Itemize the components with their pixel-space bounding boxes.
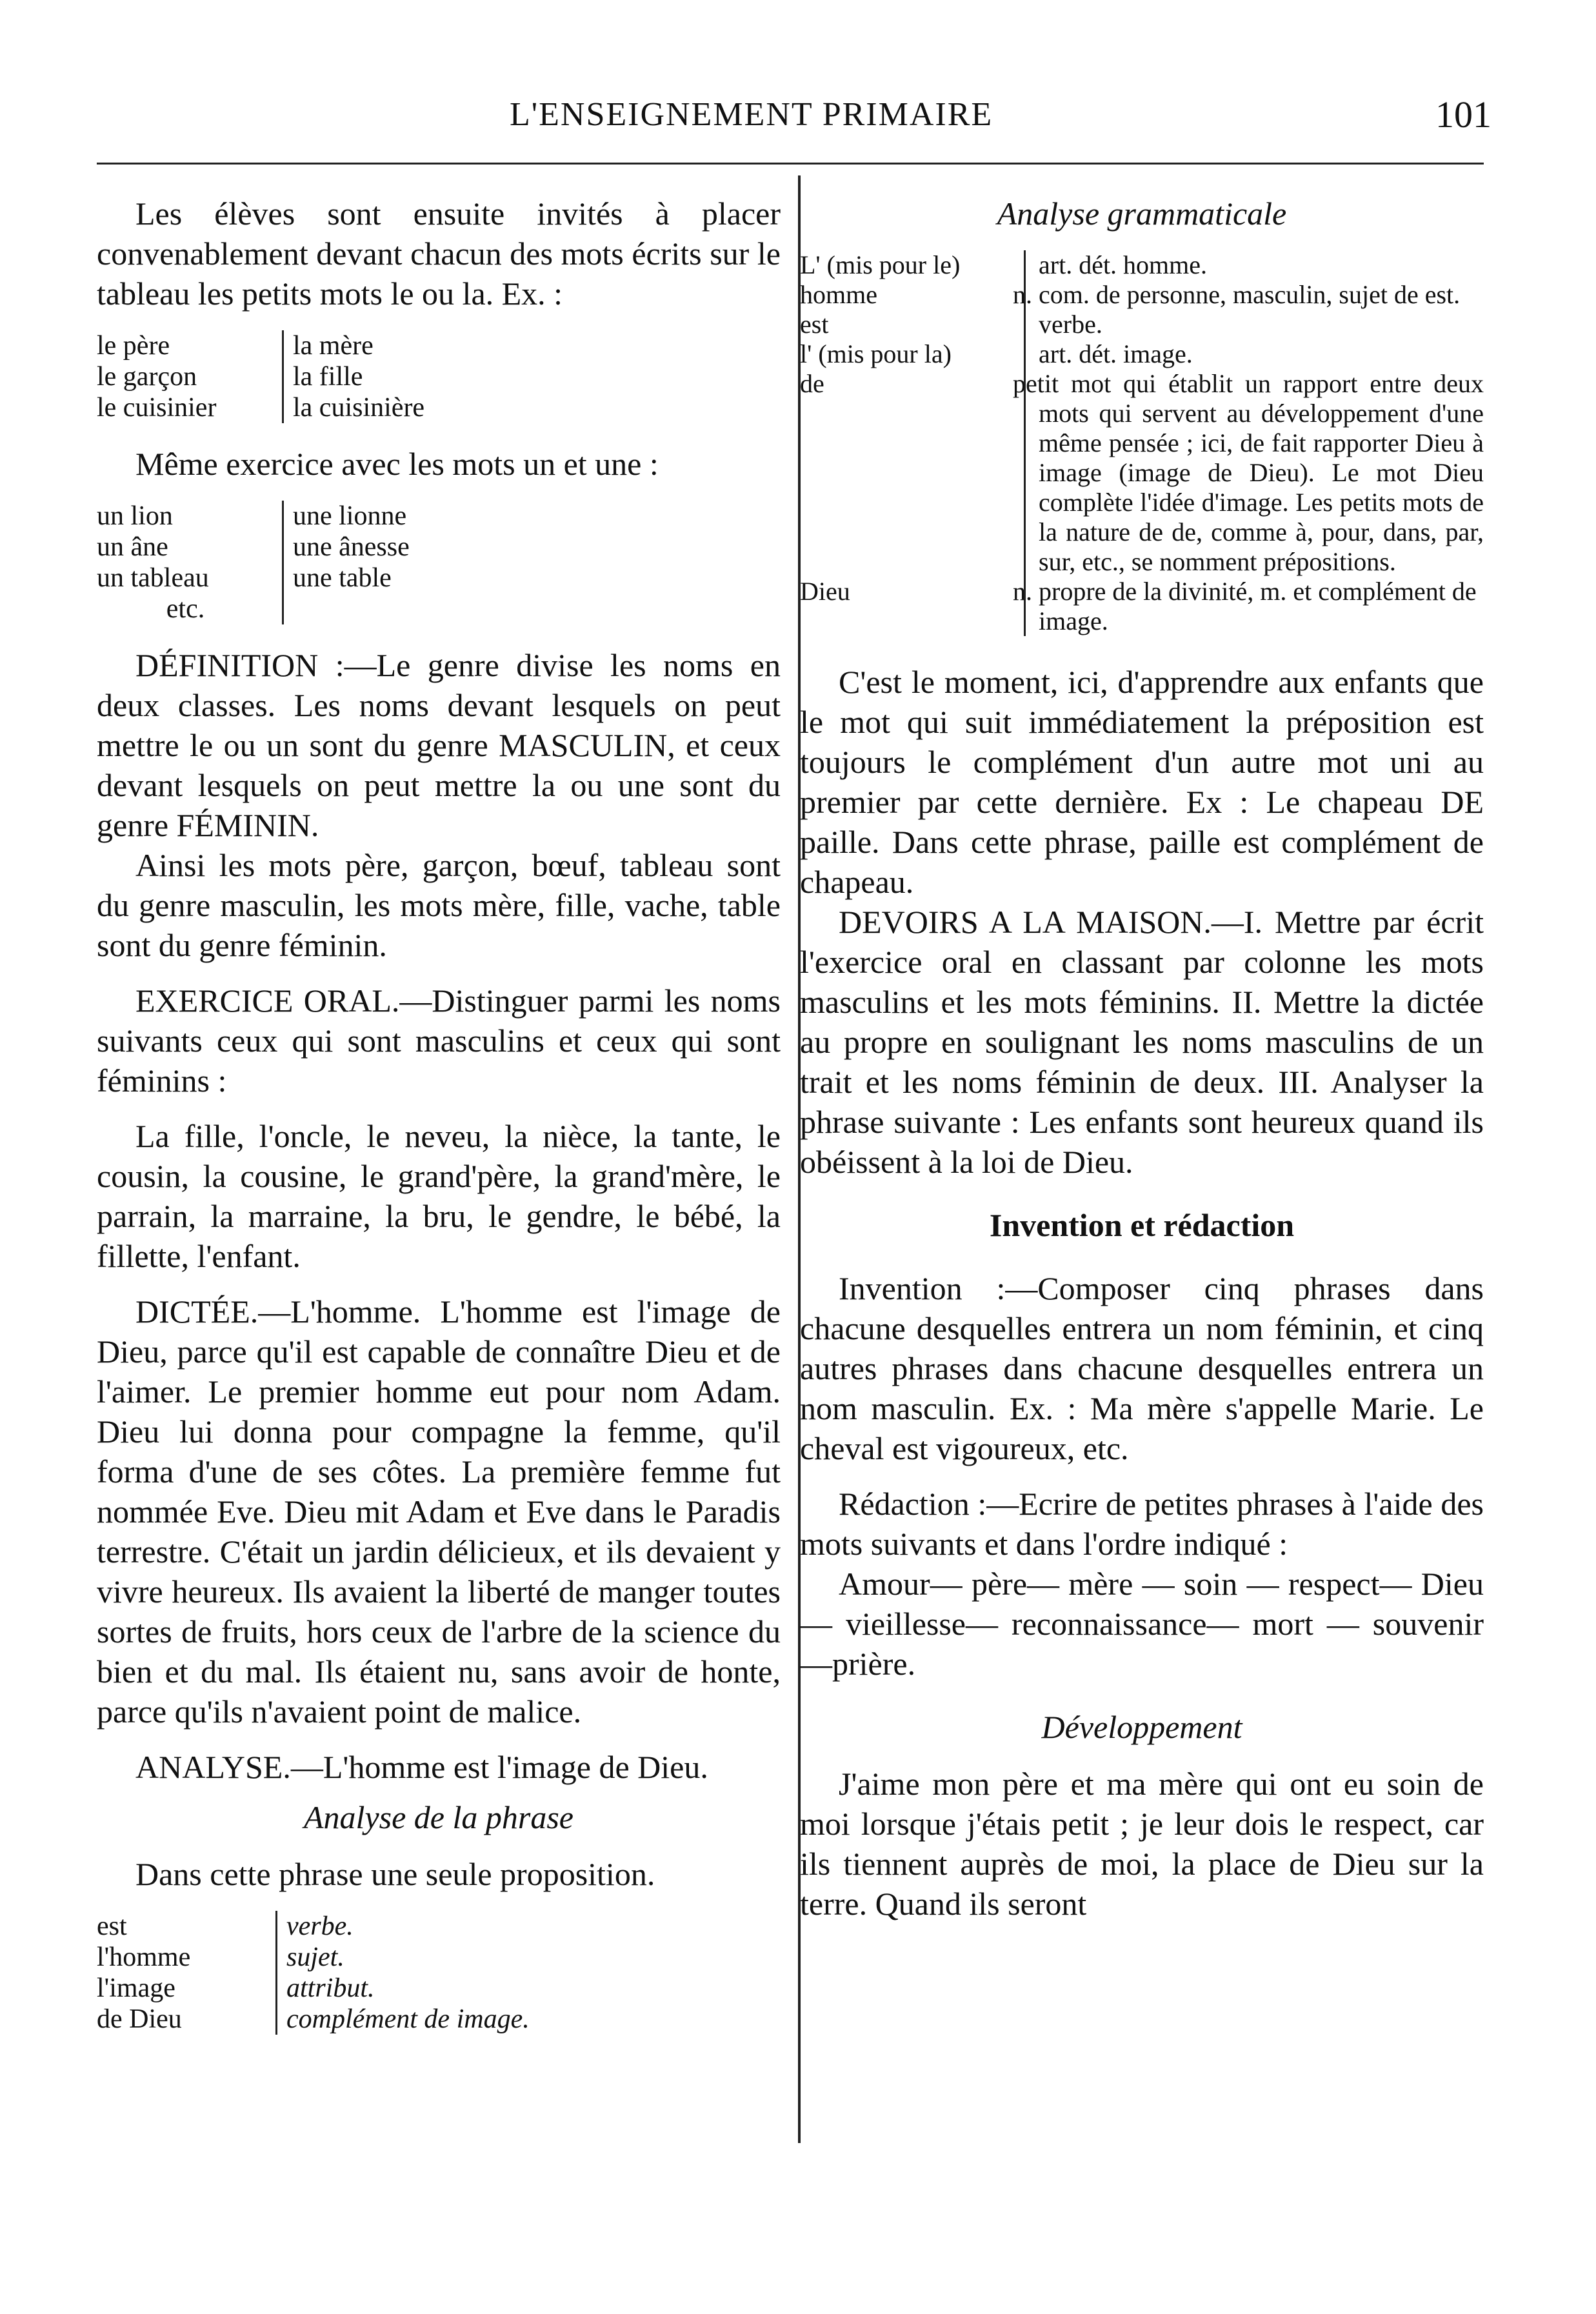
article-list-le-la [97, 330, 781, 423]
exercise-paragraph: Même exercice avec les mots un et une : [135, 446, 659, 482]
list-item: un âne [97, 532, 168, 562]
examples-paragraph: Ainsi les mots père, garçon, bœuf, tableau sont du genre masculin, les mots mère, fille, vache, table sont du genre féminin. [97, 847, 781, 963]
table-cell-word: de [800, 369, 1026, 577]
analysis-paragraph: ANALYSE.—L'homme est l'image de Dieu. [135, 1749, 708, 1785]
list-item: la fille [293, 362, 363, 392]
running-title: L'ENSEIGNEMENT PRIMAIRE [510, 96, 993, 133]
table-cell-description: verbe. [1039, 310, 1102, 339]
table-cell-description: petit mot qui établit un rapport entre deux mots qui servent au développement d'une même pensée ; ici, de fait rapporter Dieu à image (image de Dieu). Le mot Dieu complète l'idée d'image. Les petits mots de la nature de de, comme à, pour, dans, par, sur, etc., se nomment prépositions. [1013, 369, 1484, 576]
page-number: 101 [1435, 94, 1491, 135]
grammar-analysis-table [800, 250, 1484, 636]
list-item: sujet. [286, 1942, 344, 1972]
right-column [800, 194, 1484, 1924]
development-heading: Développement [1041, 1709, 1242, 1745]
list-item: complément de image. [286, 2004, 530, 2034]
analysis-roles [277, 1911, 781, 2035]
homework-paragraph: DEVOIRS A LA MAISON.—I. Mettre par écrit l'exercice oral en classant par colonne les mots masculins et les mots féminins. II. Mettre la dictée au propre en soulignant les noms masculins de un trait et les noms féminin de deux. III. Analyser la phrase suivante : Les enfants sont heureux quand ils obéissent à la loi de Dieu. [800, 904, 1484, 1180]
analysis-words [97, 1911, 277, 2035]
list-item: une ânesse [293, 532, 410, 562]
list-item: le cuisinier [97, 393, 217, 423]
list-item: une table [293, 563, 392, 593]
table-cell-word: est [800, 310, 1026, 339]
redaction-paragraph: Rédaction :—Ecrire de petites phrases à l'aide des mots suivants et dans l'ordre indiqué : [800, 1486, 1484, 1562]
table-cell-description: art. dét. homme. [1039, 250, 1208, 279]
list-item: l'image [97, 1973, 175, 2003]
development-paragraph: J'aime mon père et ma mère qui ont eu soin de moi lorsque j'étais petit ; je leur dois le respect, car ils tiennent auprès de moi, la place de Dieu sur la terre. Quand ils seront [800, 1766, 1484, 1922]
list-item: l'homme [97, 1942, 191, 1972]
list-column-masculine [97, 330, 284, 423]
preposition-paragraph: C'est le moment, ici, d'apprendre aux enfants que le mot qui suit immédiatement la préposition est toujours le complément d'un autre mot uni au premier par cette dernière. Ex : Le chapeau DE paille. Dans cette phrase, paille est complément de chapeau. [800, 664, 1484, 900]
list-item: de Dieu [97, 2004, 182, 2034]
grammar-analysis-heading: Analyse grammaticale [997, 195, 1287, 232]
list-item: est [97, 1911, 127, 1941]
left-column [97, 194, 781, 2055]
dictation-paragraph: DICTÉE.—L'homme. L'homme est l'image de Dieu, parce qu'il est capable de connaître Dieu et de l'aimer. Le premier homme eut pour nom Adam. Dieu lui donna pour compagne la femme, qu'il forma d'une de ses côtes. La première femme fut nommée Eve. Dieu mit Adam et Eve dans le Paradis terrestre. C'était un jardin délicieux, et ils devaient y vivre heureux. Ils avaient la liberté de manger toutes sortes de fruits, hors ceux de l'arbre de la science du bien et du mal. Ils étaient nu, sans avoir de honte, parce qu'ils n'avaient point de malice. [97, 1293, 781, 1730]
invention-heading: Invention et rédaction [989, 1207, 1295, 1243]
list-item: un tableau [97, 563, 209, 593]
list-item: le père [97, 331, 170, 361]
table-cell-description: art. dét. image. [1039, 339, 1193, 368]
list-item: une lionne [293, 501, 407, 531]
header-rule [97, 163, 1484, 165]
table-cell-description: n. propre de la divinité, m. et complément de image. [1013, 577, 1477, 635]
analysis-heading: Analyse de la phrase [304, 1799, 574, 1835]
analysis-text: Dans cette phrase une seule proposition. [135, 1856, 655, 1892]
list-item: la mère [293, 331, 374, 361]
list-column-masculine [97, 501, 284, 624]
phrase-analysis-list [97, 1911, 781, 2035]
list-item: etc. [166, 594, 205, 624]
list-column-feminine [284, 330, 781, 423]
words-paragraph: Amour— père— mère — soin — respect— Dieu— vieillesse— reconnaissance— mort — souvenir—prière. [800, 1566, 1484, 1682]
invention-paragraph: Invention :—Composer cinq phrases dans chacune desquelles entrera un nom féminin, et cinq autres phrases dans chacune desquelles entrera un nom masculin. Ex. : Ma mère s'appelle Marie. Le cheval est vigoureux, etc. [800, 1270, 1484, 1466]
table-cell-word: L' (mis pour le) [800, 250, 1026, 280]
list-item: attribut. [286, 1973, 375, 2003]
list-item: un lion [97, 501, 173, 531]
nouns-list-paragraph: La fille, l'oncle, le neveu, la nièce, la tante, le cousin, la cousine, le grand'père, la grand'mère, le parrain, la marraine, la bru, le gendre, le bébé, la fillette, l'enfant. [97, 1118, 781, 1274]
table-cell-word: Dieu [800, 577, 1026, 636]
intro-paragraph: Les élèves sont ensuite invités à placer convenablement devant chacun des mots écrits sur le tableau les petits mots le ou la. Ex. : [97, 195, 781, 312]
table-cell-word: l' (mis pour la) [800, 339, 1026, 369]
list-item: le garçon [97, 362, 197, 392]
definition-paragraph: DÉFINITION :—Le genre divise les noms en deux classes. Les noms devant lesquels on peut mettre le ou un sont du genre MASCULIN, et ceux devant lesquels on peut mettre la ou une sont du genre FÉMININ. [97, 647, 781, 843]
oral-exercise-paragraph: EXERCICE ORAL.—Distinguer parmi les noms suivants ceux qui sont masculins et ceux qui sont féminins : [97, 982, 781, 1099]
list-item: la cuisinière [293, 393, 425, 423]
list-item: verbe. [286, 1911, 354, 1941]
table-cell-description: n. com. de personne, masculin, sujet de est. [1013, 280, 1461, 309]
article-list-un-une [97, 501, 781, 624]
table-cell-word: homme [800, 280, 1026, 310]
list-column-feminine [284, 501, 781, 624]
